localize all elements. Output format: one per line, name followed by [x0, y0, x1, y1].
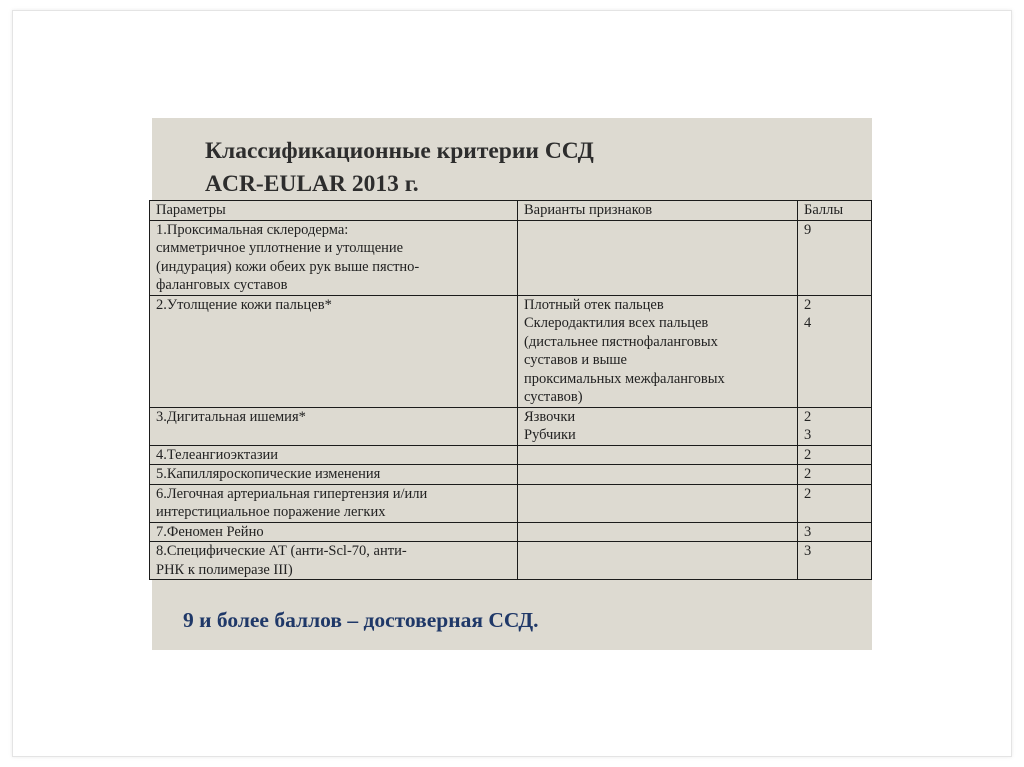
row-variants	[518, 542, 798, 580]
table-row	[150, 295, 872, 407]
row-variants	[518, 465, 798, 485]
row-variants	[518, 220, 798, 295]
row-variants	[518, 484, 798, 522]
row-variants	[518, 445, 798, 465]
table-row	[150, 484, 872, 522]
title-line-1: Классификационные критерии ССД	[205, 138, 594, 164]
header-parameters: Параметры	[150, 201, 518, 221]
row-parameter: 5.Капилляроскопические изменения	[150, 465, 518, 485]
slide-title	[205, 135, 594, 201]
row-score: 3	[798, 542, 872, 580]
row-parameter: 7.Феномен Рейно	[150, 522, 518, 542]
table-row	[150, 542, 872, 580]
row-parameter: 2.Утолщение кожи пальцев*	[150, 295, 518, 407]
conclusion-text: 9 и более баллов – достоверная ССД.	[183, 608, 539, 632]
row-parameter: 3.Дигитальная ишемия*	[150, 407, 518, 445]
table-row	[150, 445, 872, 465]
table-row	[150, 407, 872, 445]
row-variants: Язвочки Рубчики	[518, 407, 798, 445]
row-parameter: 6.Легочная артериальная гипертензия и/или интерстициальное поражение легких	[150, 484, 518, 522]
row-score: 2 4	[798, 295, 872, 407]
row-variants: Плотный отек пальцев Склеродактилия всех пальцев (дистальнее пястнофаланговых суставов и выше проксимальных межфаланговых суставов)	[518, 295, 798, 407]
table-row	[150, 522, 872, 542]
row-score: 2	[798, 445, 872, 465]
row-score: 2	[798, 484, 872, 522]
table-row	[150, 465, 872, 485]
row-parameter: 8.Специфические АТ (анти-Scl-70, анти- РНК к полимеразе III)	[150, 542, 518, 580]
row-variants	[518, 522, 798, 542]
row-score: 2 3	[798, 407, 872, 445]
header-variants: Варианты признаков	[518, 201, 798, 221]
criteria-table	[149, 200, 872, 580]
row-parameter: 4.Телеангиоэктазии	[150, 445, 518, 465]
title-line-2: ACR-EULAR 2013 г.	[205, 171, 419, 197]
row-score: 9	[798, 220, 872, 295]
row-score: 3	[798, 522, 872, 542]
row-parameter: 1.Проксимальная склеродерма: симметричное уплотнение и утолщение (индурация) кожи обеих рук выше пястно- фаланговых суставов	[150, 220, 518, 295]
header-score: Баллы	[798, 201, 872, 221]
row-score: 2	[798, 465, 872, 485]
table-row	[150, 220, 872, 295]
table-header-row	[150, 201, 872, 221]
